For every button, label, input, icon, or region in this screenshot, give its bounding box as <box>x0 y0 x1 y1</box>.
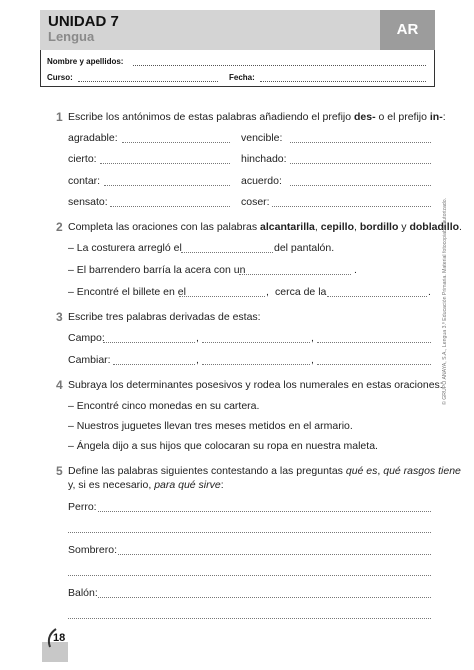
question-3-number: 3 <box>56 310 63 324</box>
q5-answer-line[interactable] <box>118 554 431 555</box>
q3-answer-line[interactable] <box>202 342 310 343</box>
q3-comma: , <box>196 354 199 366</box>
q1-word: contar: <box>68 175 101 187</box>
q5-word: Balón: <box>68 587 98 599</box>
q3-comma: , <box>311 332 314 344</box>
q5-word: Perro: <box>68 501 97 513</box>
q5-answer-line[interactable] <box>98 511 431 512</box>
q2-sentence-3-mid: cerca de la <box>275 286 327 298</box>
q1-answer-line[interactable] <box>290 142 431 143</box>
q1-word: hinchado: <box>241 153 287 165</box>
q1-word: cierto: <box>68 153 97 165</box>
q3-answer-line[interactable] <box>317 364 431 365</box>
q3-answer-line[interactable] <box>103 342 195 343</box>
question-3-text: Escribe tres palabras derivadas de estas: <box>68 311 261 323</box>
subject-title: Lengua <box>48 29 95 44</box>
q2-sentence-1: – La costurera arregló el <box>68 242 182 254</box>
q2-sentence-3-end: . <box>428 286 431 298</box>
q3-comma: , <box>311 354 314 366</box>
date-label: Fecha: <box>229 73 255 82</box>
q4-sentence: – Ángela dijo a sus hijos que colocaran su ropa en nuestra maleta. <box>68 440 378 452</box>
q5-word: Sombrero: <box>68 544 118 556</box>
question-5-text-line-1: Define las palabras siguientes contestando a las preguntas qué es, qué rasgos tiene <box>68 465 461 477</box>
q1-word: sensato: <box>68 196 108 208</box>
course-label: Curso: <box>47 73 73 82</box>
question-4-number: 4 <box>56 378 63 392</box>
q1-word: coser: <box>241 196 270 208</box>
q1-word: agradable: <box>68 132 118 144</box>
page-number: 18 <box>53 632 66 644</box>
q2-sentence-3-comma: , <box>266 286 269 298</box>
copyright-notice: © GRUPO ANAYA, S.A., Lengua 3.º Educación Primaria. Material fotocopiable autorizado. <box>442 197 448 405</box>
question-5-text-line-2: y, si es necesario, para qué sirve: <box>68 479 224 491</box>
q3-word: Cambiar: <box>68 354 111 366</box>
q4-sentence: – Nuestros juguetes llevan tres meses metidos en el armario. <box>68 420 353 432</box>
q5-answer-line[interactable] <box>98 597 431 598</box>
q1-answer-line[interactable] <box>122 142 230 143</box>
q2-sentence-2-end: . <box>354 264 357 276</box>
question-1-text: Escribe los antónimos de estas palabras añadiendo el prefijo des- o el prefijo in-: <box>68 111 446 123</box>
unit-title: UNIDAD 7 <box>48 13 119 30</box>
q5-answer-line[interactable] <box>68 575 431 576</box>
q2-answer-line[interactable] <box>179 296 265 297</box>
question-5-number: 5 <box>56 464 63 478</box>
q2-answer-line[interactable] <box>327 296 427 297</box>
q2-answer-line[interactable] <box>239 274 351 275</box>
q4-sentence: – Encontré cinco monedas en su cartera. <box>68 400 260 412</box>
name-label: Nombre y apellidos: <box>47 57 124 66</box>
q1-answer-line[interactable] <box>290 163 431 164</box>
question-2-text: Completa las oraciones con las palabras alcantarilla, cepillo, bordillo y dobladillo. <box>68 221 462 233</box>
q1-answer-line[interactable] <box>290 185 431 186</box>
q2-answer-line[interactable] <box>181 252 273 253</box>
question-2-number: 2 <box>56 220 63 234</box>
question-4-text: Subraya los determinantes posesivos y rodea los numerales en estas oraciones: <box>68 379 443 391</box>
q1-answer-line[interactable] <box>100 163 230 164</box>
q3-answer-line[interactable] <box>202 364 310 365</box>
q1-word: acuerdo: <box>241 175 282 187</box>
q5-answer-line[interactable] <box>68 618 431 619</box>
q3-comma: , <box>196 332 199 344</box>
name-field[interactable] <box>133 65 426 66</box>
q2-sentence-2: – El barrendero barría la acera con un <box>68 264 246 276</box>
q1-answer-line[interactable] <box>110 206 230 207</box>
course-field[interactable] <box>78 81 218 82</box>
q3-word: Campo: <box>68 332 105 344</box>
q3-answer-line[interactable] <box>317 342 431 343</box>
question-1-number: 1 <box>56 110 63 124</box>
q5-answer-line[interactable] <box>68 532 431 533</box>
q1-answer-line[interactable] <box>104 185 230 186</box>
q2-sentence-3: – Encontré el billete en el <box>68 286 186 298</box>
level-badge-text: AR <box>396 21 419 38</box>
q1-answer-line[interactable] <box>272 206 431 207</box>
q3-answer-line[interactable] <box>113 364 195 365</box>
q1-word: vencible: <box>241 132 283 144</box>
q2-sentence-1-end: del pantalón. <box>274 242 335 254</box>
date-field[interactable] <box>260 81 426 82</box>
